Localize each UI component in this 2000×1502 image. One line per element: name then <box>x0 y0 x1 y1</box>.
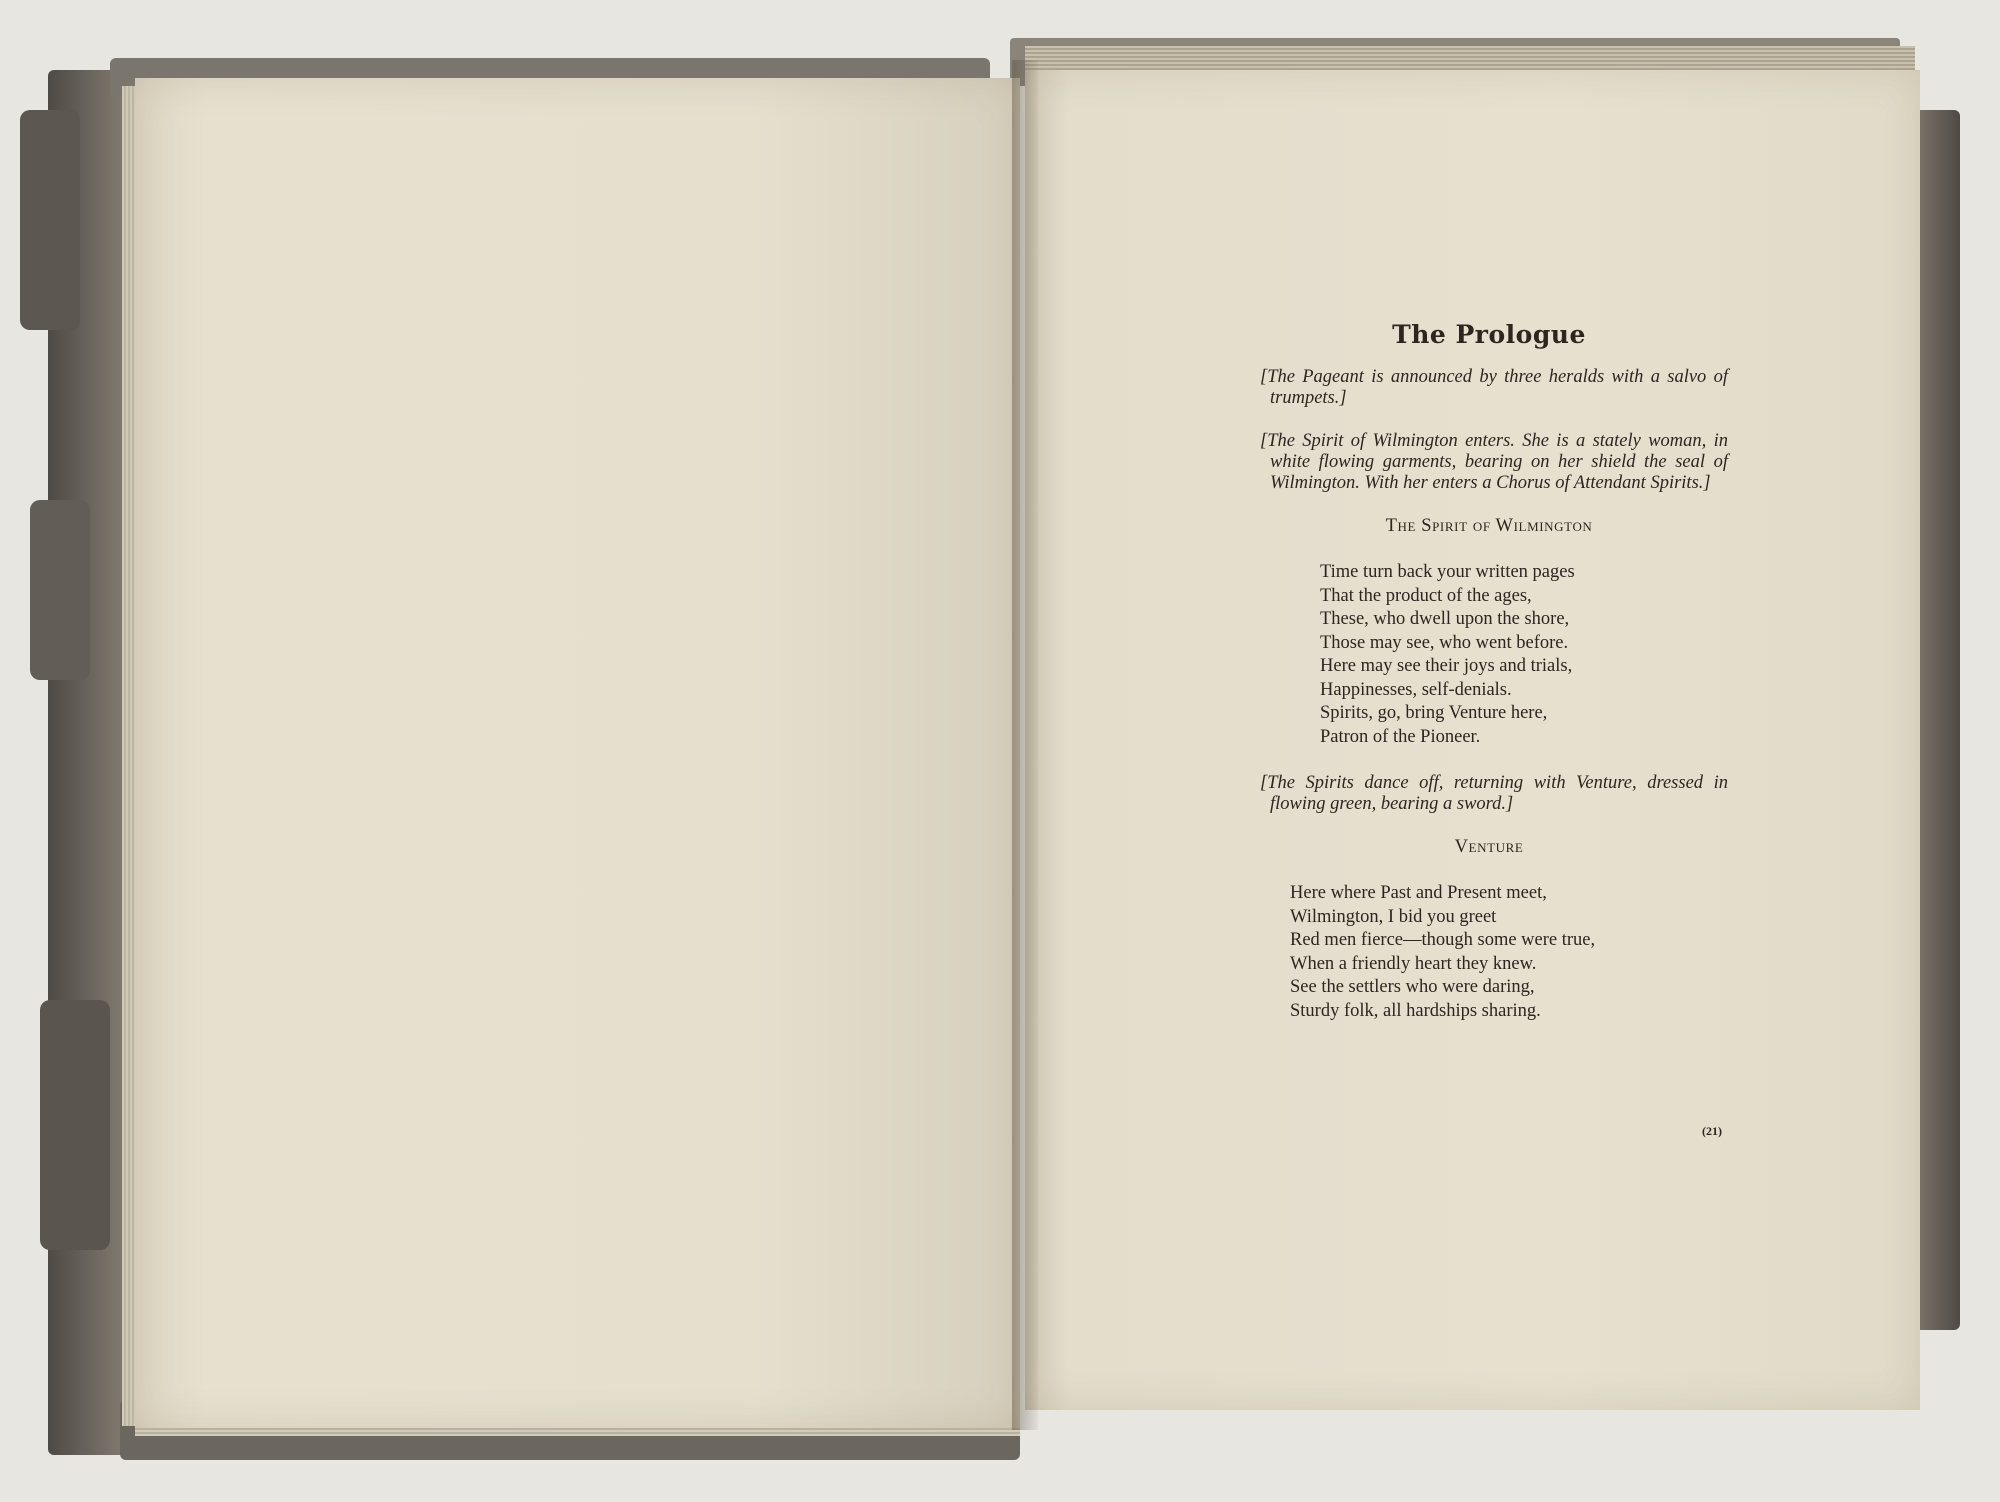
verse-line: Those may see, who went before. <box>1320 632 1569 653</box>
verse-line: Here may see their joys and trials, <box>1320 656 1573 676</box>
verse-line: Time turn back your written pages <box>1320 562 1575 582</box>
speaker-heading: Venture <box>1454 837 1524 857</box>
verse-line: Here where Past and Present meet, <box>1290 883 1547 903</box>
page-stack-top <box>1025 46 1915 72</box>
verse-line: Red men fierce—though some were true, <box>1290 930 1596 950</box>
verse-line: Wilmington, I bid you greet <box>1290 906 1497 927</box>
book-cover-worn-fragment <box>30 500 90 680</box>
verse-line: These, who dwell upon the shore, <box>1320 609 1570 629</box>
verse-line: Happinesses, self-denials. <box>1320 679 1512 700</box>
book-gutter <box>1012 60 1038 1430</box>
stage-direction: [The Pageant is announced by three heralds with a salvo of trumpets.] <box>1260 367 1728 408</box>
verse-line: Spirits, go, bring Venture here, <box>1320 703 1548 723</box>
verse-stanza <box>1250 561 1728 749</box>
page-number: (21) <box>1702 1124 1722 1138</box>
prologue-text-block <box>1250 320 1728 1047</box>
verse-line: When a friendly heart they knew. <box>1290 953 1537 974</box>
verse-line: Patron of the Pioneer. <box>1320 726 1481 747</box>
stage-direction: [The Spirit of Wilmington enters. She is a stately woman, in white flowing garments, bearing on her shield the seal of Wilmington. With her enters a Chorus of Attendant Spirits.] <box>1260 431 1728 493</box>
book-cover-worn-fragment <box>20 110 80 330</box>
speaker-heading: The Spirit of Wilmington <box>1385 516 1593 536</box>
book-cover-worn-fragment <box>40 1000 110 1250</box>
verse-stanza <box>1250 882 1728 1023</box>
stage-direction: [The Spirits dance off, returning with Venture, dressed in flowing green, bearing a sword.] <box>1260 773 1728 814</box>
page-title: The Prologue <box>1392 320 1586 349</box>
verse-line: See the settlers who were daring, <box>1290 977 1535 997</box>
left-page-blank <box>135 78 1020 1428</box>
verse-line: Sturdy folk, all hardships sharing. <box>1290 1000 1541 1021</box>
verse-line: That the product of the ages, <box>1320 585 1532 606</box>
